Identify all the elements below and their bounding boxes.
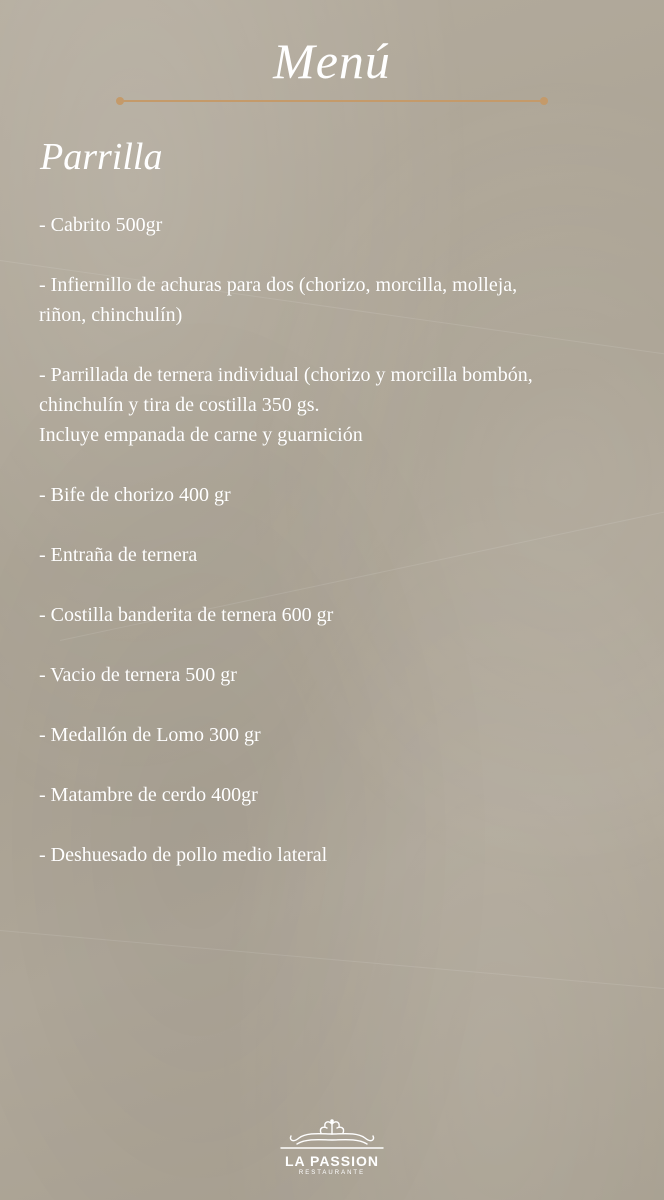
title-divider [119, 100, 545, 102]
menu-item-parrillada: - Parrillada de ternera individual (chorizo y morcilla bombón, chinchulín y tira de costilla 350 gs. Incluye empanada de carne y guarnición [39, 364, 533, 446]
menu-item-vacio: - Vacio de ternera 500 gr [39, 664, 237, 686]
menu-item-matambre: - Matambre de cerdo 400gr [39, 784, 258, 806]
logo-name: LA PASSION [284, 1153, 379, 1169]
menu-list [39, 210, 629, 900]
divider-dot-left [116, 97, 124, 105]
menu-item-cabrito: - Cabrito 500gr [39, 214, 163, 236]
paper-crease [0, 930, 664, 992]
section-title: Parrilla [40, 136, 163, 178]
divider-dot-right [540, 97, 548, 105]
restaurant-logo [272, 1118, 392, 1182]
logo-subtitle: RESTAURANTE [298, 1170, 366, 1176]
menu-item-bife-de-chorizo: - Bife de chorizo 400 gr [39, 484, 231, 506]
page-title: Menú [273, 33, 391, 89]
ornament-icon [277, 1118, 387, 1152]
menu-item-deshuesado-de-pollo: - Deshuesado de pollo medio lateral [39, 844, 328, 866]
menu-item-infiernillo: - Infiernillo de achuras para dos (chorizo, morcilla, molleja, riñon, chinchulín) [39, 274, 518, 326]
menu-item-costilla-banderita: - Costilla banderita de ternera 600 gr [39, 604, 334, 626]
menu-item-medallon-de-lomo: - Medallón de Lomo 300 gr [39, 724, 261, 746]
menu-item-entrana: - Entraña de ternera [39, 544, 198, 566]
